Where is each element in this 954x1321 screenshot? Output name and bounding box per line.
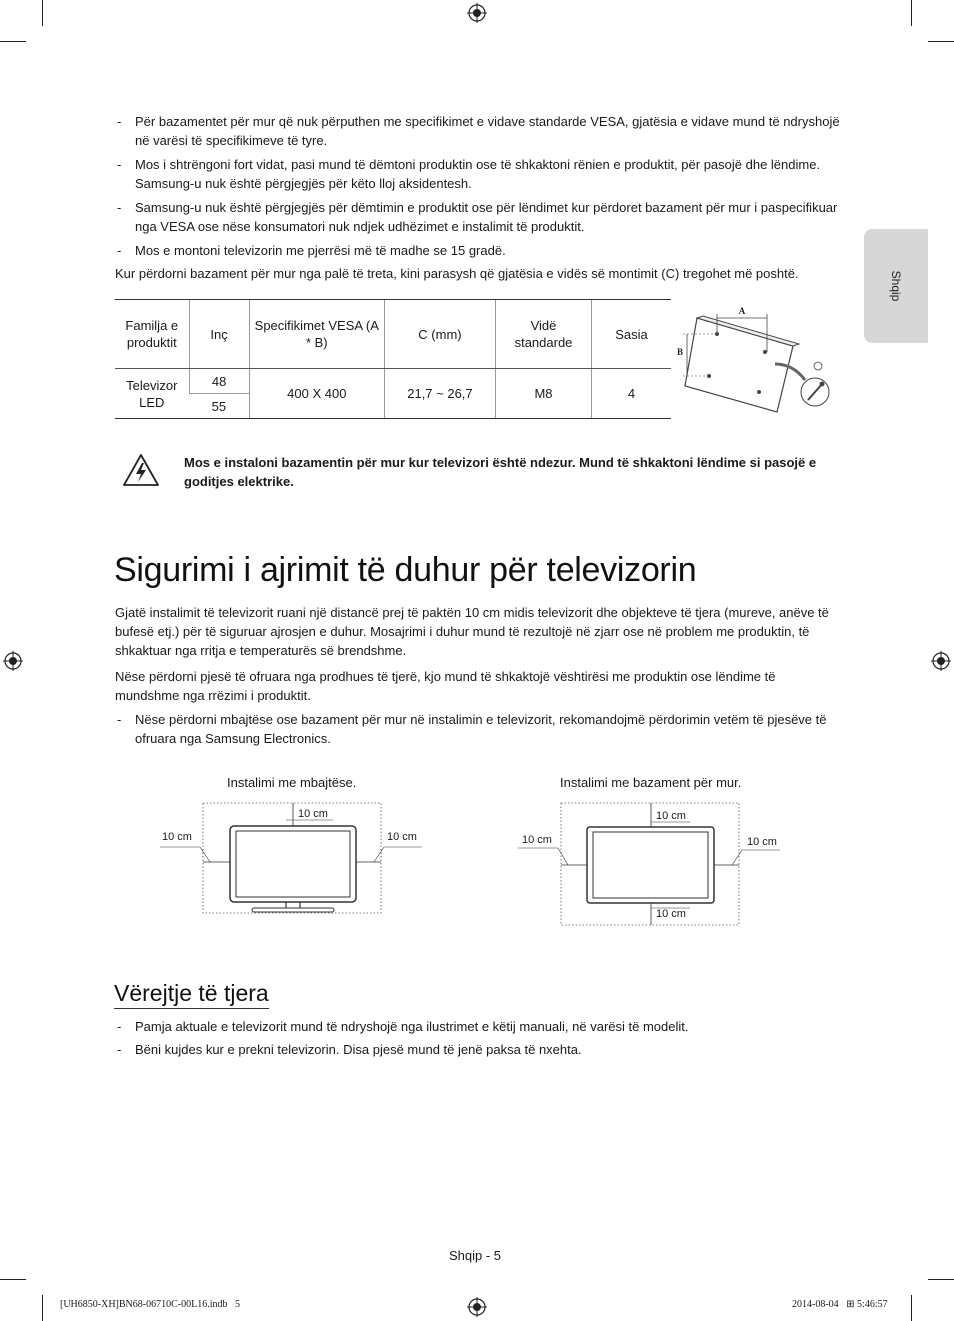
list-item: - Nëse përdorni mbajtëse ose bazament për mur në instalimin e televizorit, rekomandojmë përdorimin vetëm të pjesëve të ofruara nga Samsung Electronics. xyxy=(117,712,827,746)
subsection-title: Vërejtje të tjera xyxy=(114,978,269,1009)
print-file-info: [UH6850-XH]BN68-06710C-00L16.indb 5 xyxy=(60,1299,240,1310)
crop-mark xyxy=(911,0,912,26)
wall-figure-caption: Instalimi me bazament për mur. xyxy=(560,775,742,790)
list-item: - Mos i shtrëngoni fort vidat, pasi mund të dëmtoni produktin ose të shkaktoni rënien e produktit, për pasojë dhe lëndime. Samsung-u nuk është përgjegjës për këto lloj aksidentesh. xyxy=(117,157,821,191)
table-cell-screw: M8 xyxy=(495,369,591,419)
list-item: - Bëni kujdes kur e prekni televizorin. Disa pjesë mund të jenë paksa të nxehta. xyxy=(117,1042,582,1057)
clearance-label-left: 10 cm xyxy=(522,834,552,846)
warning-text: Mos e instaloni bazamentin për mur kur televizori është ndezur. Mund të shkaktoni lëndime si pasojë e goditjes elektrike. xyxy=(184,455,817,489)
table-header-cell: Specifikimet VESA (A * B) xyxy=(249,300,384,369)
list-item: - Për bazamentet për mur që nuk përputhen me specifikimet e vidave standarde VESA, gjatësia e vidave mund të ndryshojë në varësi të specifikimeve të tyre. xyxy=(117,114,840,148)
table-header-row xyxy=(115,300,671,369)
crop-mark xyxy=(0,41,26,42)
clearance-label-top: 10 cm xyxy=(298,808,328,820)
table-cell-c-mm: 21,7 ~ 26,7 xyxy=(384,369,495,419)
clearance-label-right: 10 cm xyxy=(387,831,417,843)
stand-clearance-diagram xyxy=(160,800,430,920)
clearance-label-left: 10 cm xyxy=(162,831,192,843)
wall-mount-diagram xyxy=(675,300,835,420)
table-header-cell: Sasia xyxy=(592,300,671,369)
vesa-spec-table xyxy=(115,299,671,419)
crop-mark xyxy=(911,1295,912,1321)
language-side-tab xyxy=(864,229,928,343)
table-cell-inch: 48 xyxy=(189,369,249,394)
clearance-label-bottom: 10 cm xyxy=(656,908,686,920)
table-cell-inch: 55 xyxy=(189,394,249,419)
table-header-cell: Familja e produktit xyxy=(115,300,189,369)
paragraph: Nëse përdorni pjesë të ofruara nga prodhues të tjerë, kjo mund të shkaktojë vështirësi me produktin ose lëndime të mundshme nga rrëzimi i produktit. xyxy=(115,669,776,703)
clearance-label-right: 10 cm xyxy=(747,836,777,848)
registration-mark-icon xyxy=(931,651,951,671)
print-date-info: 2014-08-04 ⊞ 5:46:57 xyxy=(792,1299,888,1310)
table-header-cell: Vidë standarde xyxy=(495,300,591,369)
diagram-label-b: B xyxy=(676,347,684,357)
section-title: Sigurimi i ajrimit të duhur për televizorin xyxy=(114,551,697,589)
crop-mark xyxy=(0,1279,26,1280)
diagram-label-a: A xyxy=(738,306,746,316)
wall-clearance-diagram xyxy=(518,800,788,930)
table-cell-family: Televizor LED xyxy=(115,369,189,419)
table-row xyxy=(115,369,671,394)
table-cell-qty: 4 xyxy=(592,369,671,419)
intro-note: Kur përdorni bazament për mur nga palë të treta, kini parasysh që gjatësia e vidës së montimit (C) tregohet më poshtë. xyxy=(115,266,799,281)
clearance-label-top: 10 cm xyxy=(656,810,686,822)
registration-mark-icon xyxy=(467,3,487,23)
table-header-cell: C (mm) xyxy=(384,300,495,369)
crop-mark xyxy=(928,41,954,42)
table-header-cell: Inç xyxy=(189,300,249,369)
crop-mark xyxy=(42,1295,43,1321)
paragraph: Gjatë instalimit të televizorit ruani një distancë prej të paktën 10 cm midis televizorit dhe objekteve të tjera (mureve, anëve të bufesë etj.) për të siguruar ajrosjen e duhur. Mosajrimi i duhur mund të rezultojë në zjarr ose në problem me produktin, të shkaktuar nga rritja e temperaturës së brendshme. xyxy=(115,605,829,658)
crop-mark xyxy=(928,1279,954,1280)
electric-warning-icon xyxy=(122,453,160,487)
list-item: - Pamja aktuale e televizorit mund të ndryshojë nga ilustrimet e këtij manuali, në varësi të modelit. xyxy=(117,1019,689,1034)
stand-figure-caption: Instalimi me mbajtëse. xyxy=(227,775,357,790)
crop-mark xyxy=(42,0,43,26)
side-tab-label: Shqip xyxy=(889,270,903,302)
table-cell-vesa: 400 X 400 xyxy=(249,369,384,419)
list-item: - Mos e montoni televizorin me pjerrësi më të madhe se 15 gradë. xyxy=(117,243,506,258)
page-number: Shqip - 5 xyxy=(449,1248,502,1263)
registration-mark-icon xyxy=(3,651,23,671)
registration-mark-icon xyxy=(467,1297,487,1317)
list-item: - Samsung-u nuk është përgjegjës për dëmtimin e produktit ose për lëndimet kur përdoret bazament për mur i paspecifikuar nga VESA ose nëse konsumatori nuk ndjek udhëzimet e instalimit të produktit. xyxy=(117,200,838,234)
